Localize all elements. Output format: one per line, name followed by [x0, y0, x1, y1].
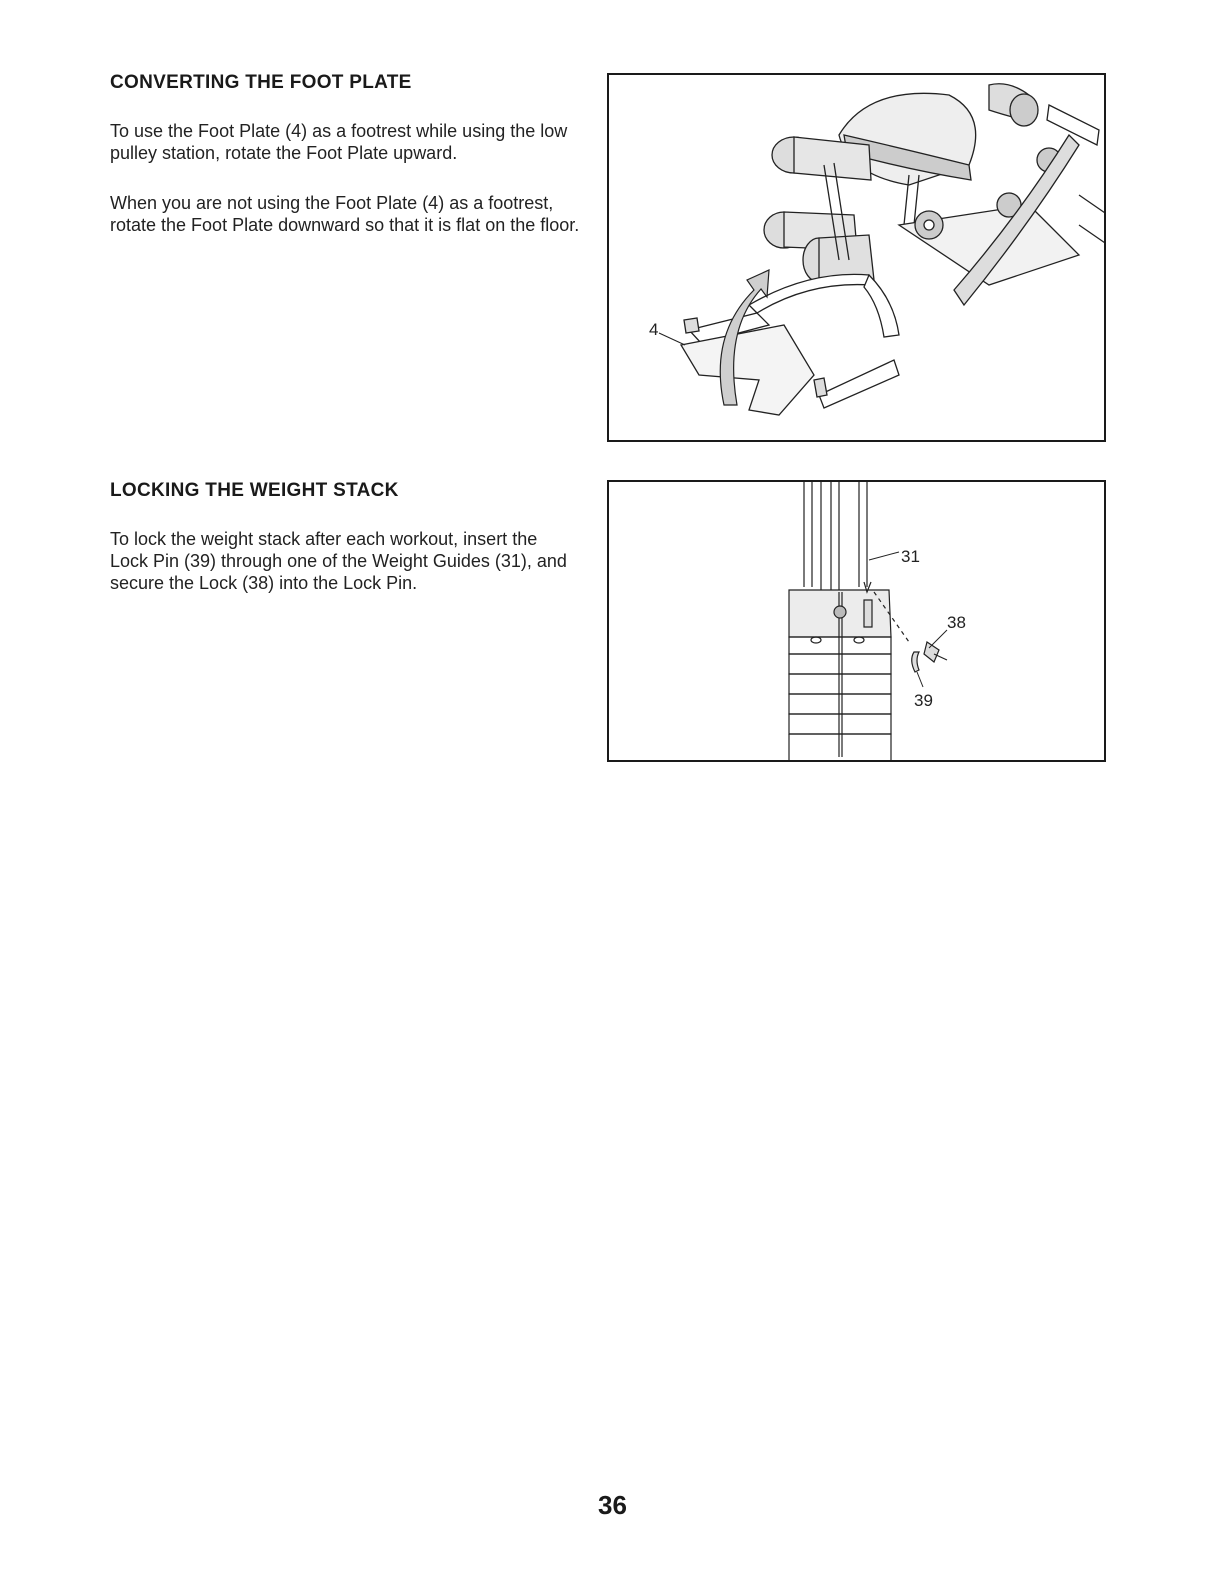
section-heading-foot-plate: CONVERTING THE FOOT PLATE [110, 72, 412, 93]
weight-stack-paragraph-1: To lock the weight stack after each workout, insert the Lock Pin (39) through one of the Weight Guides (31), and secure the Lock (38) into the Lock Pin. [110, 529, 567, 593]
callout-31: 31 [901, 547, 920, 566]
weight-stack-figure [607, 480, 1106, 762]
foot-plate-paragraph-1: To use the Foot Plate (4) as a footrest while using the low pulley station, rotate the Foot Plate upward. [110, 121, 568, 163]
callout-4: 4 [649, 320, 659, 339]
page-number: 36 [598, 1490, 627, 1520]
foot-plate-paragraph-2: When you are not using the Foot Plate (4) as a footrest, rotate the Foot Plate downward so that it is flat on the floor. [110, 193, 580, 235]
callout-39: 39 [914, 691, 933, 710]
section-heading-weight-stack: LOCKING THE WEIGHT STACK [110, 480, 399, 501]
foot-plate-illustration [609, 75, 1106, 442]
weight-stack-illustration [609, 482, 1106, 762]
callout-38: 38 [947, 613, 966, 632]
foot-plate-figure [607, 73, 1106, 442]
